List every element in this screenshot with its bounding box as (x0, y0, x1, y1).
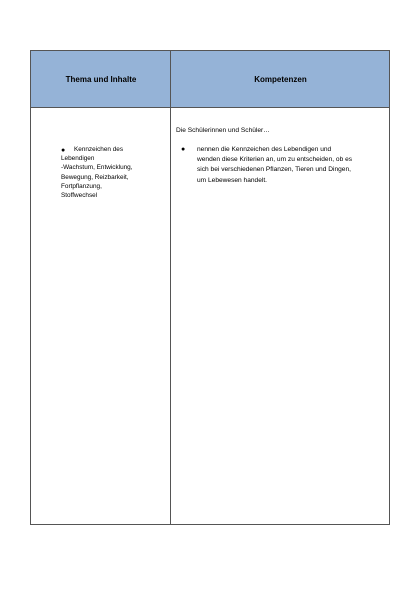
competency-item-text: nennen die Kennzeichen des Lebendigen und wenden diese Kriterien an, um zu entscheiden, ob es sich bei verschiedenen Pflanzen, Tieren und Dingen, um Lebewesen handelt. (197, 146, 353, 184)
competencies-cell (171, 108, 389, 524)
list-item (179, 145, 379, 186)
competencies-intro: Die Schülerinnen und Schüler… (176, 127, 270, 134)
bullet-icon: ● (181, 146, 186, 153)
topic-content-cell (31, 108, 170, 524)
topic-item-first-line: Kennzeichen des (74, 146, 124, 153)
topic-list (48, 145, 158, 200)
table-header-row (31, 51, 389, 108)
competency-table (30, 50, 390, 525)
list-item (48, 145, 158, 200)
header-competencies: Kompetenzen (254, 74, 307, 84)
header-topic-content: Thema und Inhalte (65, 74, 137, 84)
bullet-icon: ● (61, 147, 66, 154)
topic-item-details: Lebendigen -Wachstum, Entwicklung, Bewegung, Reizbarkeit, Fortpflanzung, Stoffwechsel (61, 155, 133, 200)
competency-list (179, 145, 379, 186)
